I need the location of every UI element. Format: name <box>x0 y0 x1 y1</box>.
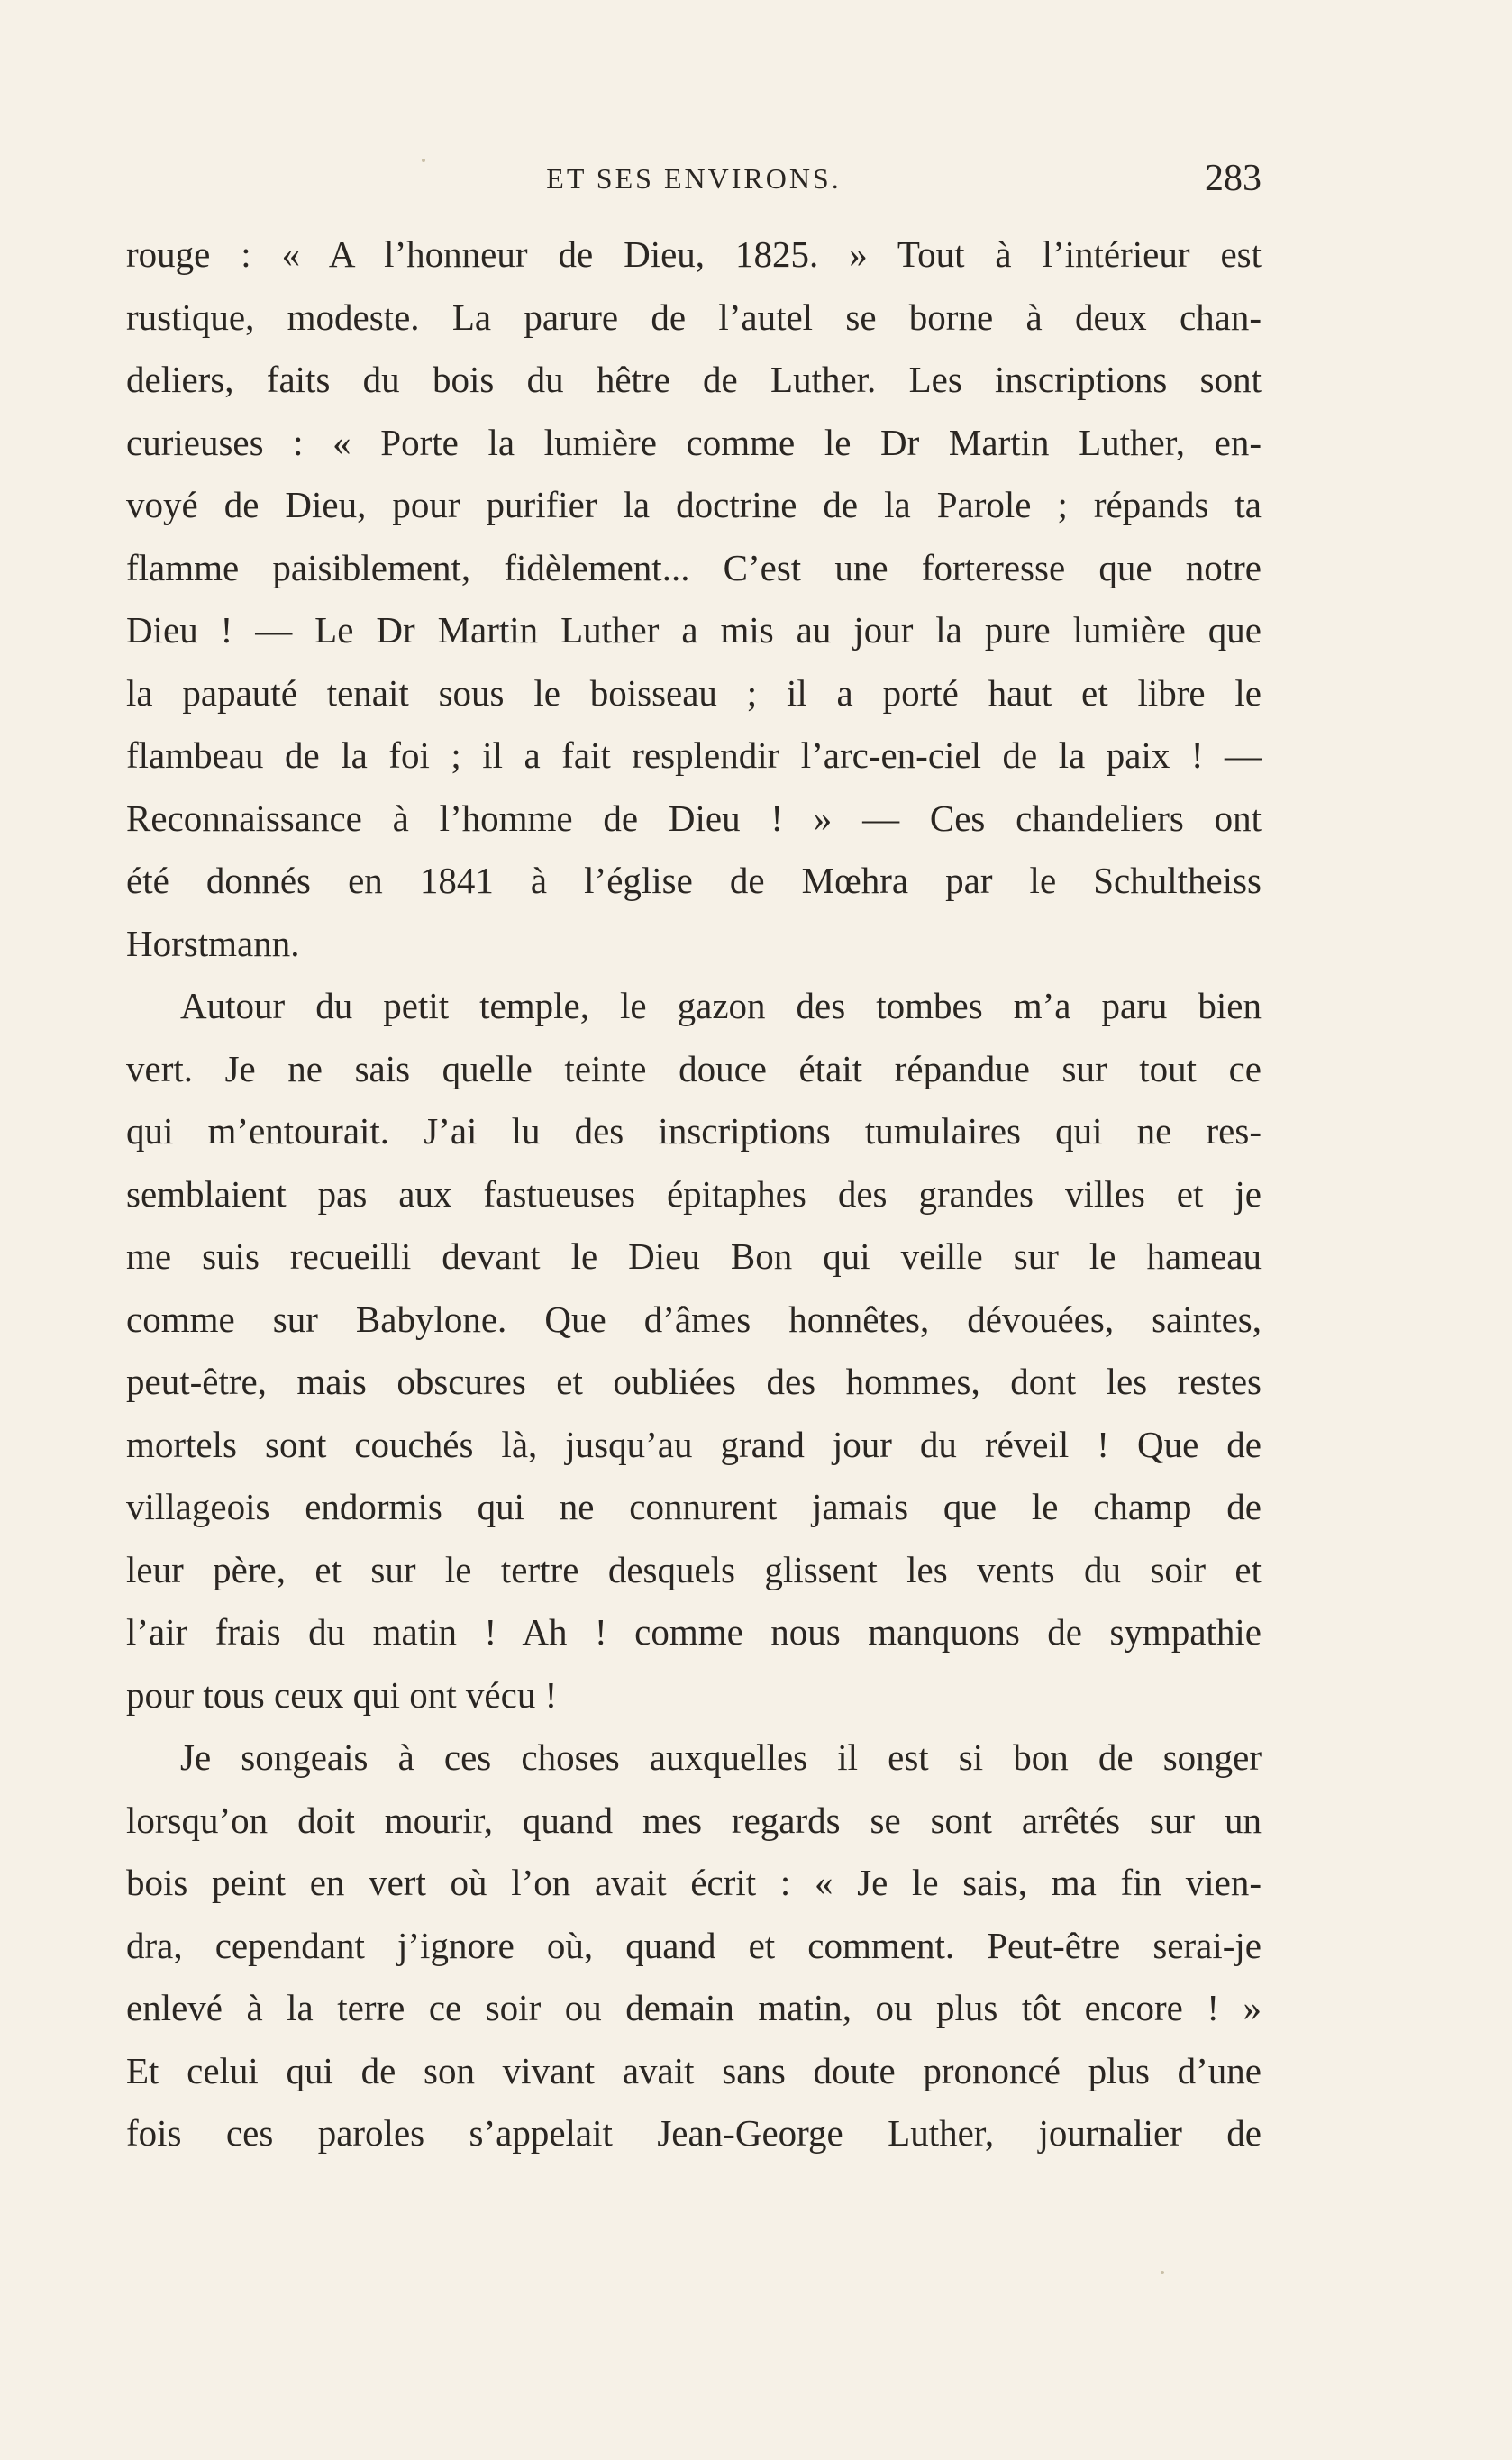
text-line: enlevé à la terre ce soir ou demain matin, ou plus tôt encore ! » <box>126 1987 1262 2028</box>
body-text <box>126 223 1262 2165</box>
text-line: qui m’entourait. J’ai lu des inscriptions tumulaires qui ne res- <box>126 1110 1262 1152</box>
text-line: rustique, modeste. La parure de l’autel se borne à deux chan- <box>126 296 1262 338</box>
text-line: dra, cependant j’ignore où, quand et comment. Peut-être serai-je <box>126 1924 1262 1966</box>
text-line: été donnés en 1841 à l’église de Mœhra par le Schultheiss <box>126 860 1262 901</box>
text-line: Et celui qui de son vivant avait sans doute prononcé plus d’une <box>126 2049 1262 2091</box>
running-title: ET SES ENVIRONS. <box>546 162 842 195</box>
text-line: peut-être, mais obscures et oubliées des hommes, dont les restes <box>126 1361 1262 1402</box>
text-line: me suis recueilli devant le Dieu Bon qui veille sur le hameau <box>126 1235 1262 1277</box>
running-head <box>126 151 1262 205</box>
text-line: mortels sont couchés là, jusqu’au grand jour du réveil ! Que de <box>126 1423 1262 1465</box>
text-line: voyé de Dieu, pour purifier la doctrine de la Parole ; répands ta <box>126 484 1262 525</box>
paragraph-end-line: pour tous ceux qui ont vécu ! <box>126 1673 558 1716</box>
text-line: l’air frais du matin ! Ah ! comme nous manquons de sympathie <box>126 1611 1262 1653</box>
text-line: flamme paisiblement, fidèlement... C’est une forteresse que notre <box>126 546 1262 588</box>
text-line: Dieu ! — Le Dr Martin Luther a mis au jour la pure lumière que <box>126 609 1262 651</box>
text-line: la papauté tenait sous le boisseau ; il a porté haut et libre le <box>126 671 1262 714</box>
text-line: flambeau de la foi ; il a fait resplendir l’arc-en-ciel de la paix ! — <box>126 734 1262 776</box>
text-line: semblaient pas aux fastueuses épitaphes des grandes villes et je <box>126 1172 1262 1215</box>
text-line: lorsqu’on doit mourir, quand mes regards se sont arrêtés sur un <box>126 1799 1262 1841</box>
text-line: leur père, et sur le tertre desquels glissent les vents du soir et <box>126 1548 1262 1590</box>
text-line: rouge : « A l’honneur de Dieu, 1825. » Tout à l’intérieur est <box>126 233 1262 275</box>
text-line: deliers, faits du bois du hêtre de Luther. Les inscriptions sont <box>126 359 1262 400</box>
text-line: comme sur Babylone. Que d’âmes honnêtes, dévouées, saintes, <box>126 1298 1262 1340</box>
text-line: curieuses : « Porte la lumière comme le Dr Martin Luther, en- <box>126 421 1262 463</box>
text-line: bois peint en vert où l’on avait écrit : « Je le sais, ma fin vien- <box>126 1862 1262 1903</box>
paper-speck <box>422 159 425 162</box>
paper-speck <box>1161 2271 1164 2274</box>
text-line: villageois endormis qui ne connurent jamais que le champ de <box>126 1486 1262 1527</box>
paragraph-start-line: Je songeais à ces choses auxquelles il est si bon de songer <box>180 1736 1262 1778</box>
paragraph-start-line: Autour du petit temple, le gazon des tombes m’a paru bien <box>180 985 1262 1026</box>
page-number: 283 <box>1205 158 1262 199</box>
text-line: vert. Je ne sais quelle teinte douce était répandue sur tout ce <box>126 1047 1262 1089</box>
paragraph-end-line: Horstmann. <box>126 922 300 964</box>
text-line: fois ces paroles s’appelait Jean-George Luther, journalier de <box>126 2112 1262 2154</box>
text-line: Reconnaissance à l’homme de Dieu ! » — Ces chandeliers ont <box>126 797 1262 839</box>
